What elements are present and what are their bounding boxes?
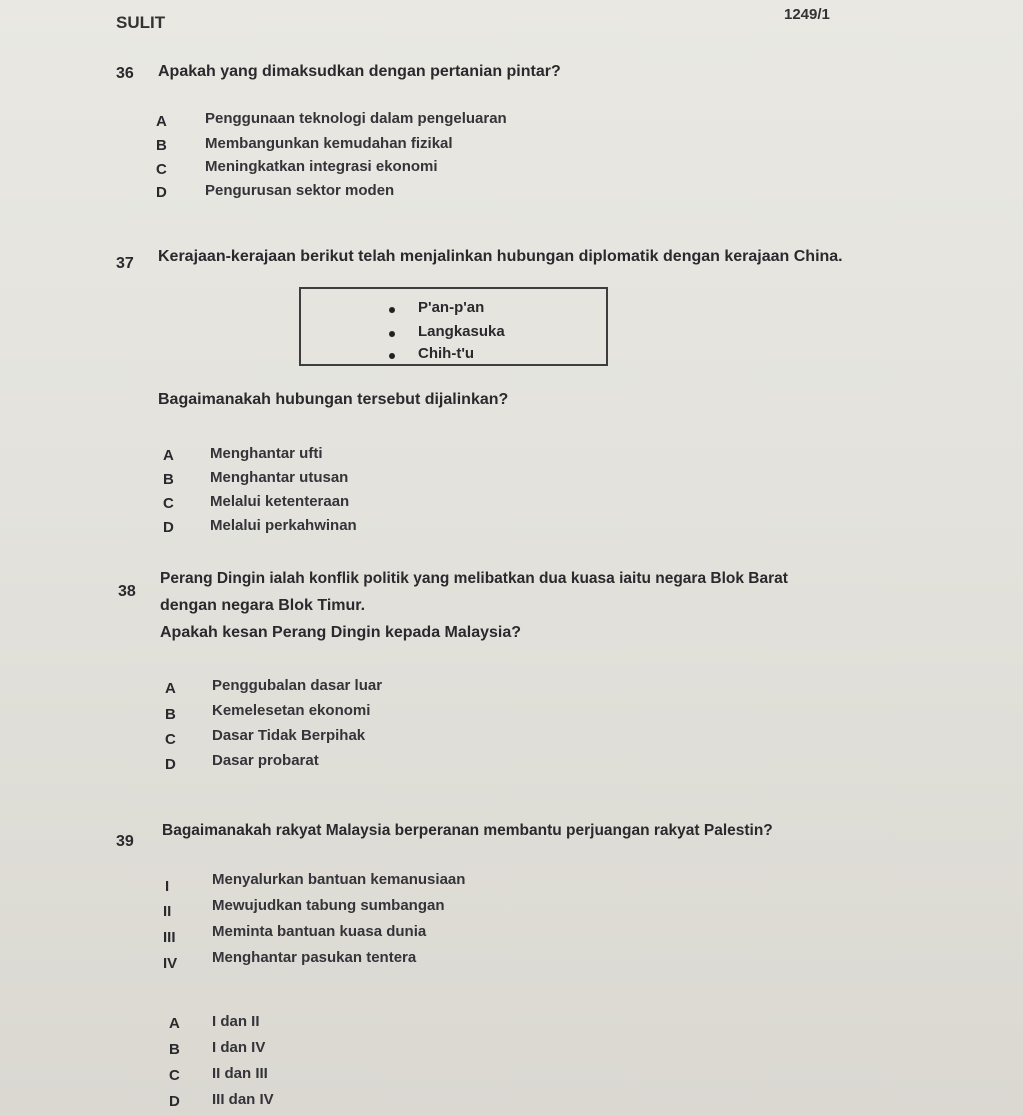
box-item-3: Chih-t'u	[418, 345, 475, 362]
header-code: 1249/1	[784, 6, 830, 23]
question-36-number: 36	[116, 65, 134, 82]
header-sulit: SULIT	[116, 13, 166, 32]
question-37-number: 37	[116, 255, 134, 272]
q39-statement-4-numeral: IV	[163, 955, 178, 972]
q38-option-a-text: Penggubalan dasar luar	[212, 677, 383, 694]
q39-option-d-text: III dan IV	[212, 1091, 274, 1108]
q38-option-d-letter: D	[165, 756, 176, 773]
q38-option-b-text: Kemelesetan ekonomi	[212, 702, 371, 719]
q38-option-c-letter: C	[165, 731, 176, 748]
q39-option-b-text: I dan IV	[212, 1039, 266, 1056]
stimulus-box	[299, 287, 608, 366]
q37-option-c-letter: C	[163, 495, 174, 512]
q36-option-d-text: Pengurusan sektor moden	[205, 182, 395, 199]
question-38-text-line2: dengan negara Blok Timur.	[160, 597, 366, 614]
q39-option-a-letter: A	[169, 1015, 180, 1032]
q38-option-d-text: Dasar probarat	[212, 752, 319, 769]
question-38-number: 38	[118, 583, 136, 600]
q38-option-c-text: Dasar Tidak Berpihak	[212, 727, 366, 744]
q37-option-d-letter: D	[163, 519, 174, 536]
q39-statement-2-text: Mewujudkan tabung sumbangan	[212, 897, 445, 914]
q36-option-c-letter: C	[156, 161, 167, 178]
q36-option-a-letter: A	[156, 113, 167, 130]
q39-statement-2-numeral: II	[163, 903, 172, 920]
bullet-icon	[389, 307, 395, 313]
q39-option-c-text: II dan III	[212, 1065, 268, 1082]
q39-option-d-letter: D	[169, 1093, 180, 1110]
question-39-number: 39	[116, 833, 134, 850]
question-38-text-line1: Perang Dingin ialah konflik politik yang melibatkan dua kuasa iaitu negara Blok Barat	[160, 570, 788, 587]
q36-option-b-letter: B	[156, 137, 167, 154]
question-39-text: Bagaimanakah rakyat Malaysia berperanan membantu perjuangan rakyat Palestin?	[162, 822, 773, 839]
q39-option-b-letter: B	[169, 1041, 180, 1058]
question-37-prompt: Bagaimanakah hubungan tersebut dijalinkan?	[158, 391, 509, 408]
q36-option-d-letter: D	[156, 184, 167, 201]
q39-statement-3-numeral: III	[163, 929, 176, 946]
q36-option-b-text: Membangunkan kemudahan fizikal	[205, 135, 453, 152]
q39-statement-1-text: Menyalurkan bantuan kemanusiaan	[212, 871, 466, 888]
q38-option-a-letter: A	[165, 680, 176, 697]
q39-statement-4-text: Menghantar pasukan tentera	[212, 949, 417, 966]
q36-option-c-text: Meningkatkan integrasi ekonomi	[205, 158, 438, 175]
q37-option-a-text: Menghantar ufti	[210, 445, 323, 462]
question-38-prompt: Apakah kesan Perang Dingin kepada Malaysia?	[160, 624, 522, 641]
bullet-icon	[389, 353, 395, 359]
q39-statement-3-text: Meminta bantuan kuasa dunia	[212, 923, 427, 940]
q39-option-c-letter: C	[169, 1067, 180, 1084]
q38-option-b-letter: B	[165, 706, 176, 723]
bullet-icon	[389, 331, 395, 337]
q37-option-b-letter: B	[163, 471, 174, 488]
question-37-text: Kerajaan-kerajaan berikut telah menjalinkan hubungan diplomatik dengan kerajaan China.	[158, 248, 843, 265]
box-item-2: Langkasuka	[418, 323, 505, 340]
q36-option-a-text: Penggunaan teknologi dalam pengeluaran	[205, 110, 507, 127]
box-item-1: P'an-p'an	[418, 299, 485, 316]
q37-option-b-text: Menghantar utusan	[210, 469, 349, 486]
q39-option-a-text: I dan II	[212, 1013, 260, 1030]
q37-option-a-letter: A	[163, 447, 174, 464]
q37-option-c-text: Melalui ketenteraan	[210, 493, 350, 510]
q37-option-d-text: Melalui perkahwinan	[210, 517, 357, 534]
question-36-text: Apakah yang dimaksudkan dengan pertanian pintar?	[158, 63, 561, 80]
q39-statement-1-numeral: I	[165, 878, 170, 895]
